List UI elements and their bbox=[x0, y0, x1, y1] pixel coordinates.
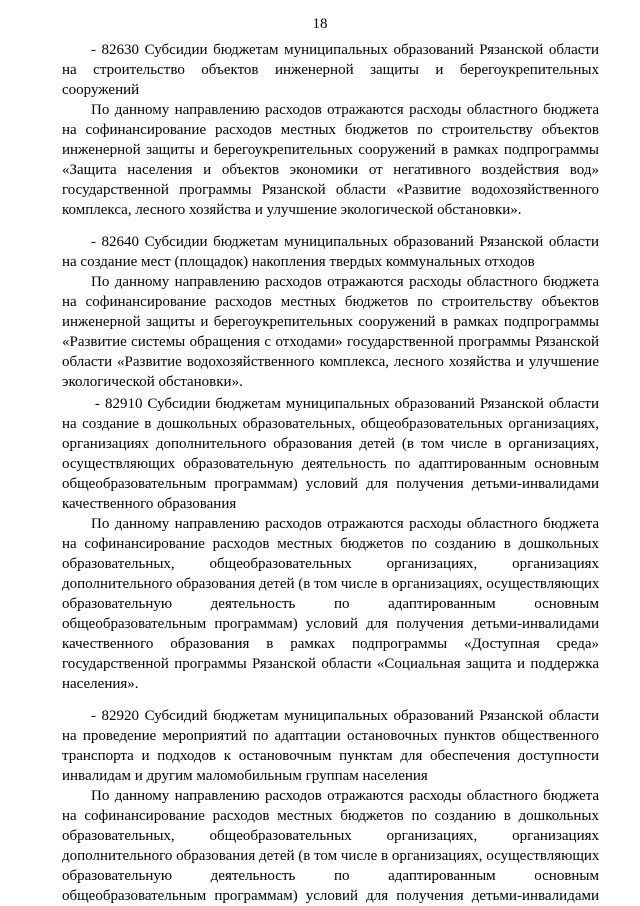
text-line: на строительство объектов инженерной защиты и берегоукрепительных bbox=[62, 62, 599, 78]
page-number: 18 bbox=[312, 16, 328, 32]
text-line: дополнительного образования детей (в том числе в организациях, осуществляющих bbox=[62, 576, 600, 592]
text-line: государственной программы Рязанской области «Развитие водохозяйственного bbox=[62, 182, 599, 198]
text-line: на софинансирование расходов местных бюджетов по созданию в дошкольных bbox=[62, 536, 599, 552]
text-line: образовательную деятельность по адаптированным основным bbox=[62, 596, 599, 612]
text-line: осуществляющих образовательную деятельность по адаптированным основным bbox=[62, 456, 599, 472]
text-line: По данному направлению расходов отражаются расходы областного бюджета bbox=[91, 102, 599, 118]
text-line: - 82910 Субсидии бюджетам муниципальных образований Рязанской области bbox=[95, 396, 599, 412]
text-line: По данному направлению расходов отражаются расходы областного бюджета bbox=[91, 788, 599, 804]
text-line: инженерной защиты и берегоукрепительных сооружений в рамках подпрограммы bbox=[62, 142, 599, 158]
text-line: на проведение мероприятий по адаптации остановочных пунктов общественного bbox=[62, 728, 599, 744]
text-line: - 82630 Субсидии бюджетам муниципальных образований Рязанской области bbox=[91, 42, 599, 58]
text-line: экологической обстановки». bbox=[62, 374, 243, 390]
text-line: - 82640 Субсидии бюджетам муниципальных образований Рязанской области bbox=[91, 234, 599, 250]
text-line: образовательных, общеобразовательных организациях, организациях bbox=[62, 556, 599, 572]
text-line: инвалидам и другим маломобильным группам населения bbox=[62, 768, 428, 784]
text-line: транспорта и подходов к остановочным пунктам для обеспечения доступности bbox=[62, 748, 599, 764]
text-line: общеобразовательным программам) условий для получения детьми-инвалидами bbox=[62, 616, 599, 632]
text-line: качественного образования в рамках подпрограммы «Доступная среда» bbox=[62, 636, 599, 652]
text-line: качественного образования bbox=[62, 496, 237, 512]
text-line: на создание мест (площадок) накопления твердых коммунальных отходов bbox=[62, 254, 535, 270]
text-line: на создание в дошкольных образовательных, общеобразовательных организациях, bbox=[62, 416, 599, 432]
text-line: образовательную деятельность по адаптированным основным bbox=[62, 868, 599, 884]
text-line: сооружений bbox=[62, 82, 140, 98]
text-line: общеобразовательным программам) условий для получения детьми-инвалидами bbox=[62, 476, 599, 492]
text-line: государственной программы Рязанской области «Социальная защита и поддержка bbox=[62, 656, 599, 672]
text-line: области «Развитие водохозяйственного комплекса, лесного хозяйства и улучшение bbox=[62, 354, 599, 370]
text-line: - 82920 Субсидий бюджетам муниципальных образований Рязанской области bbox=[91, 708, 599, 724]
text-line: общеобразовательным программам) условий для получения детьми-инвалидами bbox=[62, 888, 599, 904]
text-line: дополнительного образования детей (в том числе в организациях, осуществляющих bbox=[62, 848, 600, 864]
text-line: на софинансирование расходов местных бюджетов по строительству объектов bbox=[62, 122, 599, 138]
text-line: на софинансирование расходов местных бюджетов по созданию в дошкольных bbox=[62, 808, 599, 824]
text-line: населения». bbox=[62, 676, 139, 692]
text-line: образовательных, общеобразовательных организациях, организациях bbox=[62, 828, 599, 844]
text-line: организациях дополнительного образования детей (в том числе в организациях, bbox=[62, 436, 599, 452]
text-line: «Развитие системы обращения с отходами» государственной программы Рязанской bbox=[62, 334, 599, 350]
text-line: «Защита населения и объектов экономики от негативного воздействия вод» bbox=[62, 162, 599, 178]
text-line: инженерной защиты и берегоукрепительных сооружений в рамках подпрограммы bbox=[62, 314, 599, 330]
text-line: По данному направлению расходов отражаются расходы областного бюджета bbox=[91, 274, 599, 290]
text-line: комплекса, лесного хозяйства и улучшение экологической обстановки». bbox=[62, 202, 522, 218]
text-line: на софинансирование расходов местных бюджетов по строительству объектов bbox=[62, 294, 599, 310]
text-line: По данному направлению расходов отражаются расходы областного бюджета bbox=[91, 516, 599, 532]
